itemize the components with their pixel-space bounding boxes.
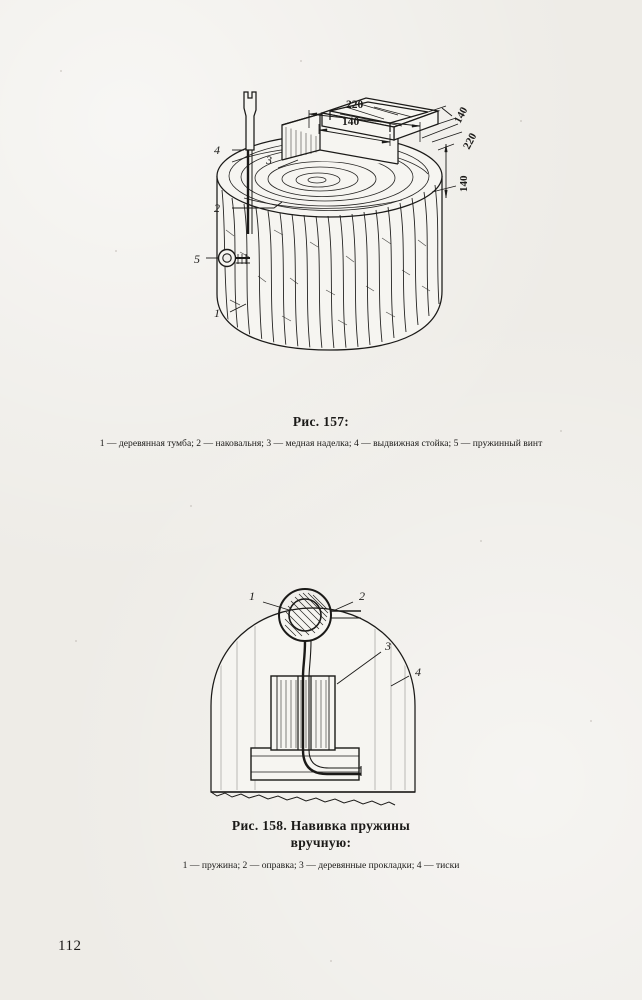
paper-speck (590, 720, 592, 722)
figure-158-illustration (185, 580, 475, 815)
figure-158-caption (0, 818, 642, 873)
figure-158-title-line1: Рис. 158. Навивка пружины (231, 818, 411, 833)
callout-2: 2 (214, 201, 220, 215)
dimension-220-right: 220 (461, 131, 480, 152)
paper-speck (60, 70, 62, 72)
callout-3: 3 (266, 153, 272, 167)
callout-5: 5 (194, 252, 200, 266)
figure-158-legend: 1 — пружина; 2 — оправка; 3 — деревянные прокладки; 4 — тиски (182, 859, 460, 871)
figure-157-legend: 1 — деревянная тумба; 2 — наковальня; 3 — медная наделка; 4 — выдвижная стойка; 5 — пружинный винт (99, 438, 543, 449)
callout-3: 3 (385, 639, 391, 653)
callout-1: 1 (214, 306, 220, 320)
page-number: 112 (58, 938, 82, 954)
callout-1: 1 (249, 589, 255, 603)
figure-157-title: Рис. 157: (292, 414, 350, 429)
dimension-140-vertical: 140 (458, 175, 470, 192)
callout-4: 4 (214, 143, 220, 157)
paper-speck (190, 505, 192, 507)
callout-4: 4 (415, 665, 421, 679)
paper-speck (115, 250, 117, 252)
paper-speck (75, 640, 77, 642)
dimension-140-right: 140 (452, 105, 471, 126)
callout-2: 2 (359, 589, 365, 603)
paper-speck (300, 60, 302, 62)
paper-speck (330, 960, 332, 962)
dimension-140-inner: 140 (342, 116, 360, 128)
dimension-220-top: 220 (346, 99, 364, 111)
figure-157-illustration (170, 80, 500, 410)
figure-158-title-line2: вручную: (290, 834, 352, 850)
paper-speck (520, 120, 522, 122)
figure-157-caption (0, 414, 642, 451)
paper-speck (480, 540, 482, 542)
